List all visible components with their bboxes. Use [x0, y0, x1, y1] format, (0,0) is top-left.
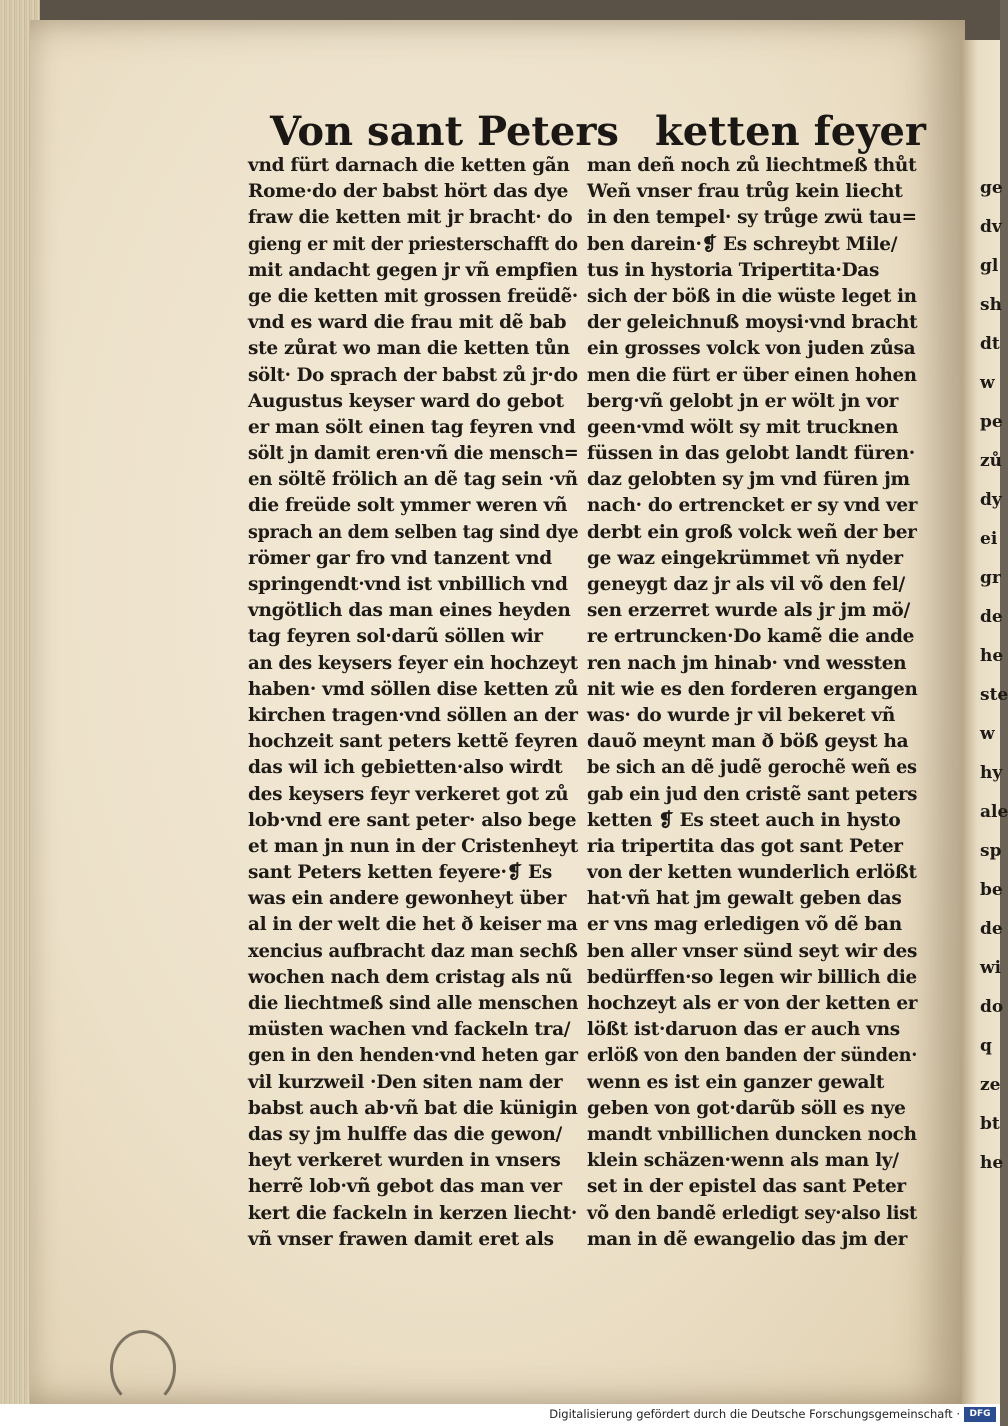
text-line: dauõ meynt man ð böß geyst ha [587, 731, 909, 753]
text-line: römer gar fro vnd tanzent vnd [248, 547, 552, 569]
next-page-fragment: de [980, 919, 1003, 939]
footer-bar [0, 1404, 1000, 1426]
next-page-fragment: pe [980, 412, 1003, 432]
running-head-right: ketten feyer [655, 108, 926, 155]
text-line: sant Peters ketten feyere·❡ Es [248, 862, 552, 884]
text-line: hochzeit sant peters kettẽ feyren [248, 731, 578, 753]
text-line: daz gelobten sy jm vnd füren jm [587, 469, 910, 491]
running-head-left: Von sant Peters [270, 108, 619, 155]
next-page-fragment: ale [980, 802, 1008, 822]
text-line: fraw die ketten mit jr bracht· do [248, 207, 573, 229]
text-line: be sich an dẽ judẽ gerochẽ weñ es [587, 757, 917, 779]
text-line: al in der welt die het ð keiser ma [248, 914, 578, 936]
text-line: sen erzerret wurde als jr jm mö/ [587, 600, 910, 622]
next-page-fragment: wi [980, 958, 1002, 978]
text-column-left [248, 153, 578, 1253]
next-page-fragment: q [980, 1036, 992, 1056]
next-page-edge [962, 40, 1008, 1404]
text-line: hochzeyt als er von der ketten er [587, 993, 918, 1014]
text-line: re ertruncken·Do kamẽ die ande [587, 626, 915, 648]
text-line: ein grosses volck von juden zůsa [587, 338, 916, 360]
text-line: tus in hystoria Tripertita·Das [587, 259, 880, 281]
text-line: vnd es ward die frau mit dẽ bab [248, 312, 567, 334]
text-line: hat·vñ hat jm gewalt geben das [587, 888, 902, 910]
next-page-fragment: sp [980, 841, 1002, 861]
text-line: herrẽ lob·vñ gebot das man ver [248, 1176, 562, 1198]
text-line: vñ vnser frawen damit eret als [248, 1228, 554, 1250]
next-page-fragment: sh [980, 295, 1002, 315]
text-line: Weñ vnser frau trůg kein liecht [587, 181, 903, 203]
text-line: bedürffen·so legen wir billich die [587, 966, 917, 988]
text-line: gen in den henden·vnd heten gar [248, 1045, 578, 1067]
text-line: ge waz eingekrümmet vñ nyder [587, 547, 903, 569]
text-line: mandt vnbillichen duncken noch [587, 1123, 917, 1145]
text-line: springendt·vnd ist vnbillich vnd [248, 574, 568, 595]
text-line: der geleichnuß moysi·vnd bracht [587, 312, 918, 334]
text-line: kirchen tragen·vnd söllen an der [248, 704, 578, 726]
text-line: sölt jn damit eren·vñ die mensch= [248, 443, 579, 465]
text-line: haben· vmd söllen dise ketten zů [248, 678, 578, 700]
text-line: an des keysers feyer ein hochzeyt [248, 652, 578, 674]
next-page-fragment: hy [980, 763, 1003, 783]
text-line: müsten wachen vnd fackeln tra/ [248, 1019, 571, 1041]
text-line: heyt verkeret wurden in vnsers [248, 1150, 561, 1172]
next-page-fragment: w [980, 373, 995, 393]
text-line: die freüde solt ymmer weren vñ [248, 495, 568, 517]
next-page-fragment: he [980, 1153, 1004, 1173]
text-line: mit andacht gegen jr vñ empfien [248, 259, 578, 281]
text-line: geneygt daz jr als vil võ den fel/ [587, 574, 905, 595]
text-line: lößt ist·daruon das er auch vns [587, 1019, 900, 1041]
text-line: ria tripertita das got sant Peter [587, 835, 903, 857]
next-page-fragment: ei [980, 529, 998, 549]
next-page-fragment: de [980, 607, 1003, 627]
text-line: en söltẽ frölich an dẽ tag sein ·vñ [248, 469, 578, 491]
text-line: was ein andere gewonheyt über [248, 888, 567, 910]
text-line: set in der epistel das sant Peter [587, 1176, 906, 1198]
text-line: sich der böß in die wüste leget in [587, 285, 917, 307]
text-line: man in dẽ ewangelio das jm der [587, 1228, 908, 1250]
next-page-fragment: ste [980, 685, 1008, 705]
next-page-fragment: do [980, 997, 1004, 1017]
text-line: geben von got·darũb söll es nye [587, 1097, 906, 1119]
text-line: tag feyren sol·darũ söllen wir [248, 626, 543, 648]
text-line: klein schäzen·wenn als man ly/ [587, 1150, 899, 1172]
text-line: berg·vñ gelobt jn er wölt jn vor [587, 390, 899, 412]
text-line: ben darein·❡ Es schreybt Mile/ [587, 233, 898, 255]
text-line: babst auch ab·vñ bat die künigin [248, 1097, 578, 1119]
text-line: sölt· Do sprach der babst zů jr·do [248, 364, 578, 386]
text-line: das wil ich gebietten·also wirdt [248, 757, 563, 779]
text-line: die liechtmeß sind alle menschen [248, 993, 579, 1014]
funding-credit: Digitalisierung gefördert durch die Deutsche Forschungsgemeinschaft · [549, 1407, 960, 1421]
next-page-fragment: he [980, 646, 1004, 666]
next-page-fragment: dv [980, 217, 1002, 237]
text-line: vil kurzweil ·Den siten nam der [248, 1071, 563, 1093]
text-line: et man jn nun in der Cristenheyt [248, 835, 578, 857]
text-line: gab ein jud den cristẽ sant peters [587, 783, 918, 805]
text-line: das sy jm hulffe das die gewon/ [248, 1123, 562, 1145]
next-page-fragment: w [980, 724, 995, 744]
text-line: sprach an dem selben tag sind dye [248, 521, 579, 543]
text-line: in den tempel· sy trůge zwü tau= [587, 207, 917, 229]
text-line: lob·vnd ere sant peter· also bege [248, 809, 577, 831]
next-page-fragment: dt [980, 334, 1000, 354]
text-line: was· do wurde jr vil bekeret vñ [587, 704, 896, 726]
text-line: ben aller vnser sünd seyt wir des [587, 940, 918, 962]
text-line: ketten ❡ Es steet auch in hysto [587, 809, 901, 831]
text-line: kert die fackeln in kerzen liecht· [248, 1202, 577, 1224]
text-line: derbt ein groß volck weñ der ber [587, 521, 917, 543]
text-line: Rome·do der babst hört das dye [248, 181, 569, 203]
text-line: Augustus keyser ward do gebot [248, 390, 564, 412]
next-page-fragment: ze [980, 1075, 1001, 1095]
text-line: füssen in das gelobt landt füren· [587, 443, 915, 465]
text-line: erlöß von den banden der sünden· [587, 1045, 918, 1067]
text-line: gieng er mit der priesterschafft do [248, 233, 578, 255]
text-line: man deñ noch zů liechtmeß thůt [587, 155, 917, 176]
text-line: er vns mag erledigen võ dẽ ban [587, 914, 902, 936]
next-page-fragment: gl [980, 256, 999, 276]
library-tag-ring [110, 1330, 176, 1406]
text-line: xencius aufbracht daz man sechß [248, 940, 578, 962]
next-page-fragment: be [980, 880, 1003, 900]
text-line: men die fürt er über einen hohen [587, 364, 917, 386]
text-line: des keysers feyr verkeret got zů [248, 783, 569, 805]
next-page-fragment: bt [980, 1114, 1000, 1134]
text-line: nach· do ertrencket er sy vnd ver [587, 495, 918, 517]
text-line: von der ketten wunderlich erlößt [587, 862, 917, 884]
next-page-fragment: ge [980, 178, 1003, 198]
dfg-logo: DFG [964, 1407, 996, 1422]
text-line: ren nach jm hinab· vnd wessten [587, 652, 907, 674]
text-line: wochen nach dem cristag als nũ [248, 966, 573, 988]
text-line: er man sölt einen tag feyren vnd [248, 416, 576, 438]
text-line: ste zůrat wo man die ketten tůn [248, 338, 570, 360]
text-line: geen·vmd wölt sy mit trucknen [587, 416, 899, 438]
next-page-fragment: dy [980, 490, 1002, 510]
text-line: võ den bandẽ erledigt sey·also list [587, 1202, 917, 1224]
text-column-right [587, 153, 917, 1253]
text-line: nit wie es den forderen ergangen [587, 678, 918, 700]
text-line: vnd fürt darnach die ketten gãn [248, 155, 570, 176]
next-page-fragment: gr [980, 568, 1001, 588]
next-page-fragment: zů [980, 451, 1003, 471]
text-line: ge die ketten mit grossen freüdẽ· [248, 285, 578, 307]
text-line: vngötlich das man eines heyden [248, 600, 571, 622]
text-line: wenn es ist ein ganzer gewalt [587, 1071, 885, 1093]
